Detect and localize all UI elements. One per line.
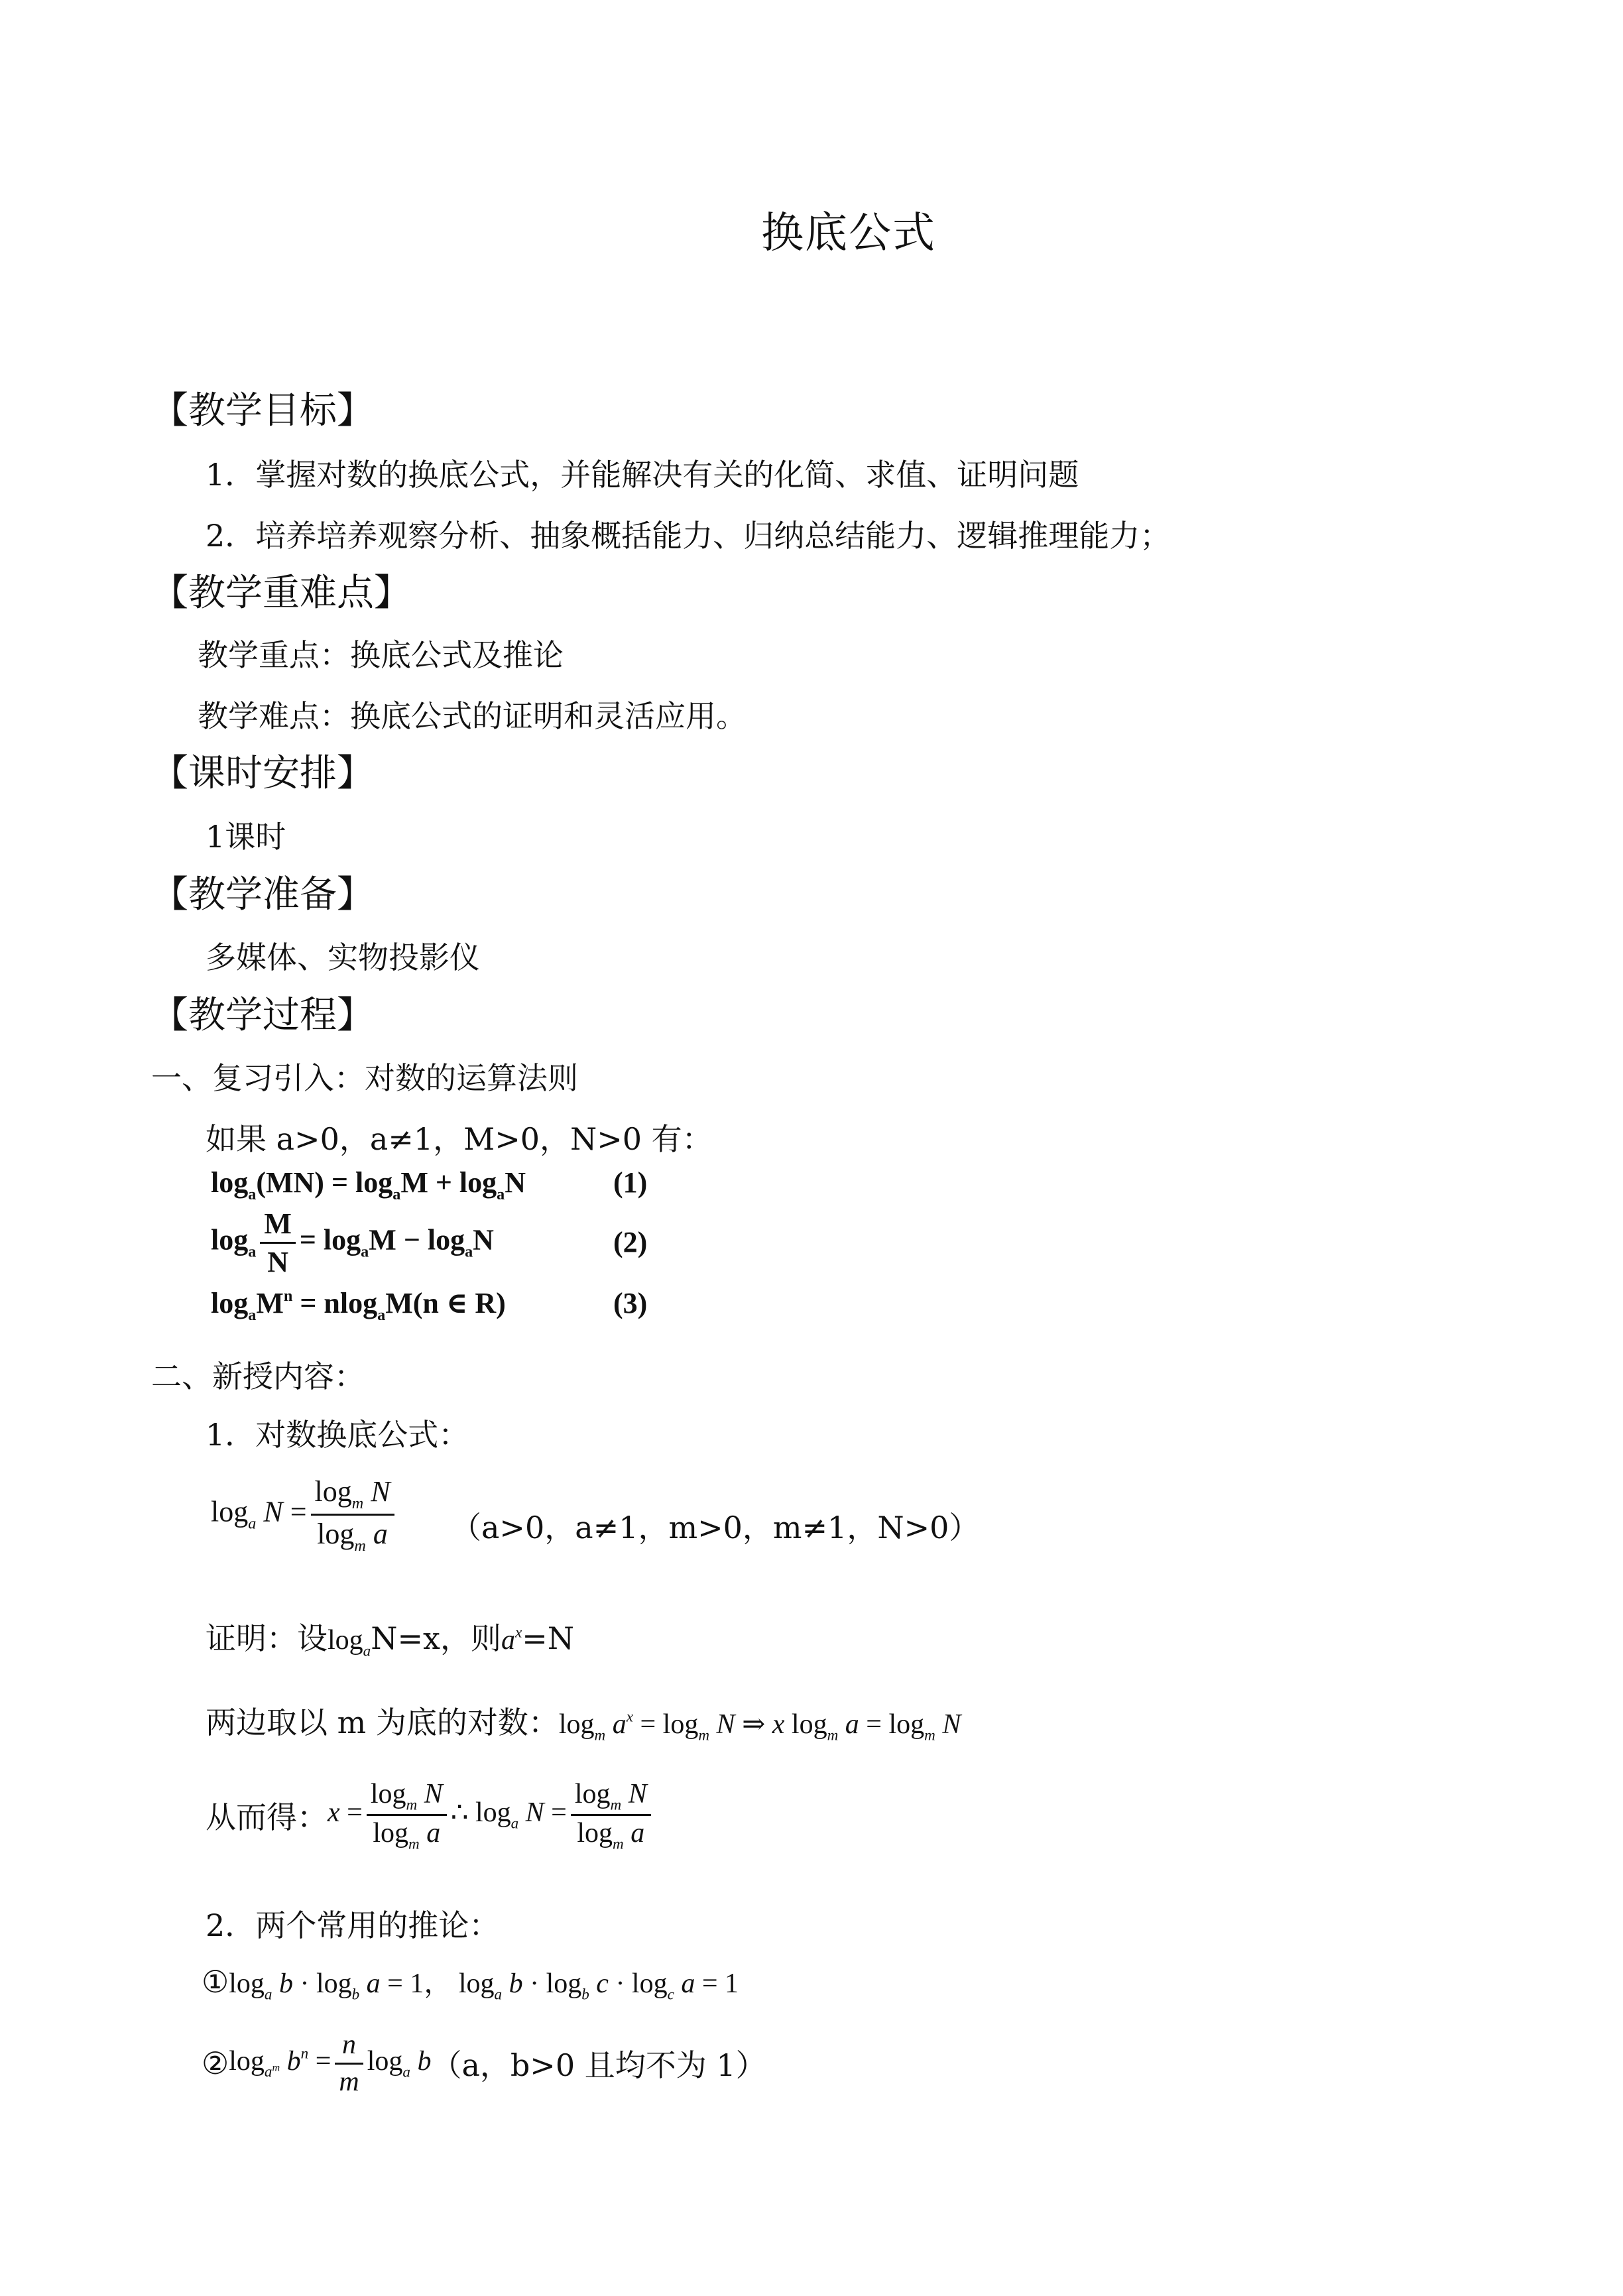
formula-title: 1．对数换底公式：: [206, 1417, 469, 1453]
objective-item-2: 2．培养培养观察分析、抽象概括能力、归纳总结能力、逻辑推理能力；: [206, 518, 1171, 554]
corollary-2-condition: （a，b>0 且均不为 1）: [431, 2047, 766, 2083]
corollary-2-marker: ②: [202, 2045, 229, 2081]
review-title: 一、复习引入：对数的运算法则: [151, 1060, 578, 1096]
objectives-heading: 【教学目标】: [151, 389, 374, 432]
corollary-1: $①\log_a$ $b \cdot \log_b a = 1$， $\log_a b \cdot \log_b c \cdot \log_c a = 1$: [202, 1964, 739, 2003]
log-rule-2-number: (2): [613, 1226, 648, 1258]
corollary-title: 2．两个常用的推论：: [206, 1907, 500, 1943]
corollary-2: $②\log_{a^m}$ $b^n$ = $\frac{n}{m}$ $\log_a b(a$，b>0 且均不为 1）: [202, 2027, 766, 2099]
proof-line: 证明：设$\log_aN=x$，则$a^x=N$: [206, 1620, 575, 1660]
review-condition: 如果 a>0，a≠1，M>0，N>0 有：: [206, 1121, 713, 1157]
schedule-text: 1课时: [206, 819, 286, 855]
log-rule-3: $\log_aM^n = nlog_aM(n$ ∈ R): [211, 1286, 506, 1324]
proof-label: 证明：设: [206, 1620, 328, 1656]
log-rule-3-number: (3): [613, 1287, 648, 1319]
key-focus-text: 教学重点：换底公式及推论: [198, 637, 564, 673]
preparation-heading: 【教学准备】: [151, 873, 374, 916]
key-points-heading: 【教学重难点】: [151, 572, 411, 615]
objective-item-1: 1．掌握对数的换底公式，并能解决有关的化简、求值、证明问题: [206, 457, 1079, 493]
thus-line: 从而得：x = $\frac{\log_m N}{\log_m a}$ ∴ $\log_a N$ = $\frac{\log_m N}{\log_m a}$: [206, 1777, 655, 1854]
proof-mid: N=x，则: [371, 1620, 501, 1656]
log-rule-2: $\log_a$ $\frac{M}{N}$ = $\log_aM - \log_aN$: [211, 1205, 494, 1280]
process-heading: 【教学过程】: [151, 994, 374, 1037]
both-sides-label: 两边取以 m 为底的对数：: [206, 1705, 559, 1740]
change-of-base-formula: $\log_a N$ = $\frac{\log_m N}{\log_m a}$: [211, 1473, 398, 1556]
schedule-heading: 【课时安排】: [151, 752, 374, 795]
both-sides-line: 两边取以 m 为底的对数：$\log_m a^x = \log_m N$ ⇒ x $\log_m a = \log_m N$: [206, 1705, 961, 1744]
proof-end: =N: [522, 1620, 575, 1656]
new-content-title: 二、新授内容：: [151, 1359, 365, 1394]
formula-condition: （a>0，a≠1，m>0，m≠1，N>0）: [451, 1510, 980, 1545]
thus-label: 从而得：: [206, 1799, 328, 1835]
log-rule-1: $\log_a(MN) = \log_aM + \log_aN$: [211, 1166, 526, 1203]
preparation-text: 多媒体、实物投影仪: [206, 939, 480, 975]
corollary-1-marker: ①: [202, 1964, 229, 2000]
log-rule-1-number: (1): [613, 1166, 648, 1199]
key-difficulty-text: 教学难点：换底公式的证明和灵活应用。: [198, 698, 747, 734]
page-title: 换底公式: [761, 209, 936, 258]
